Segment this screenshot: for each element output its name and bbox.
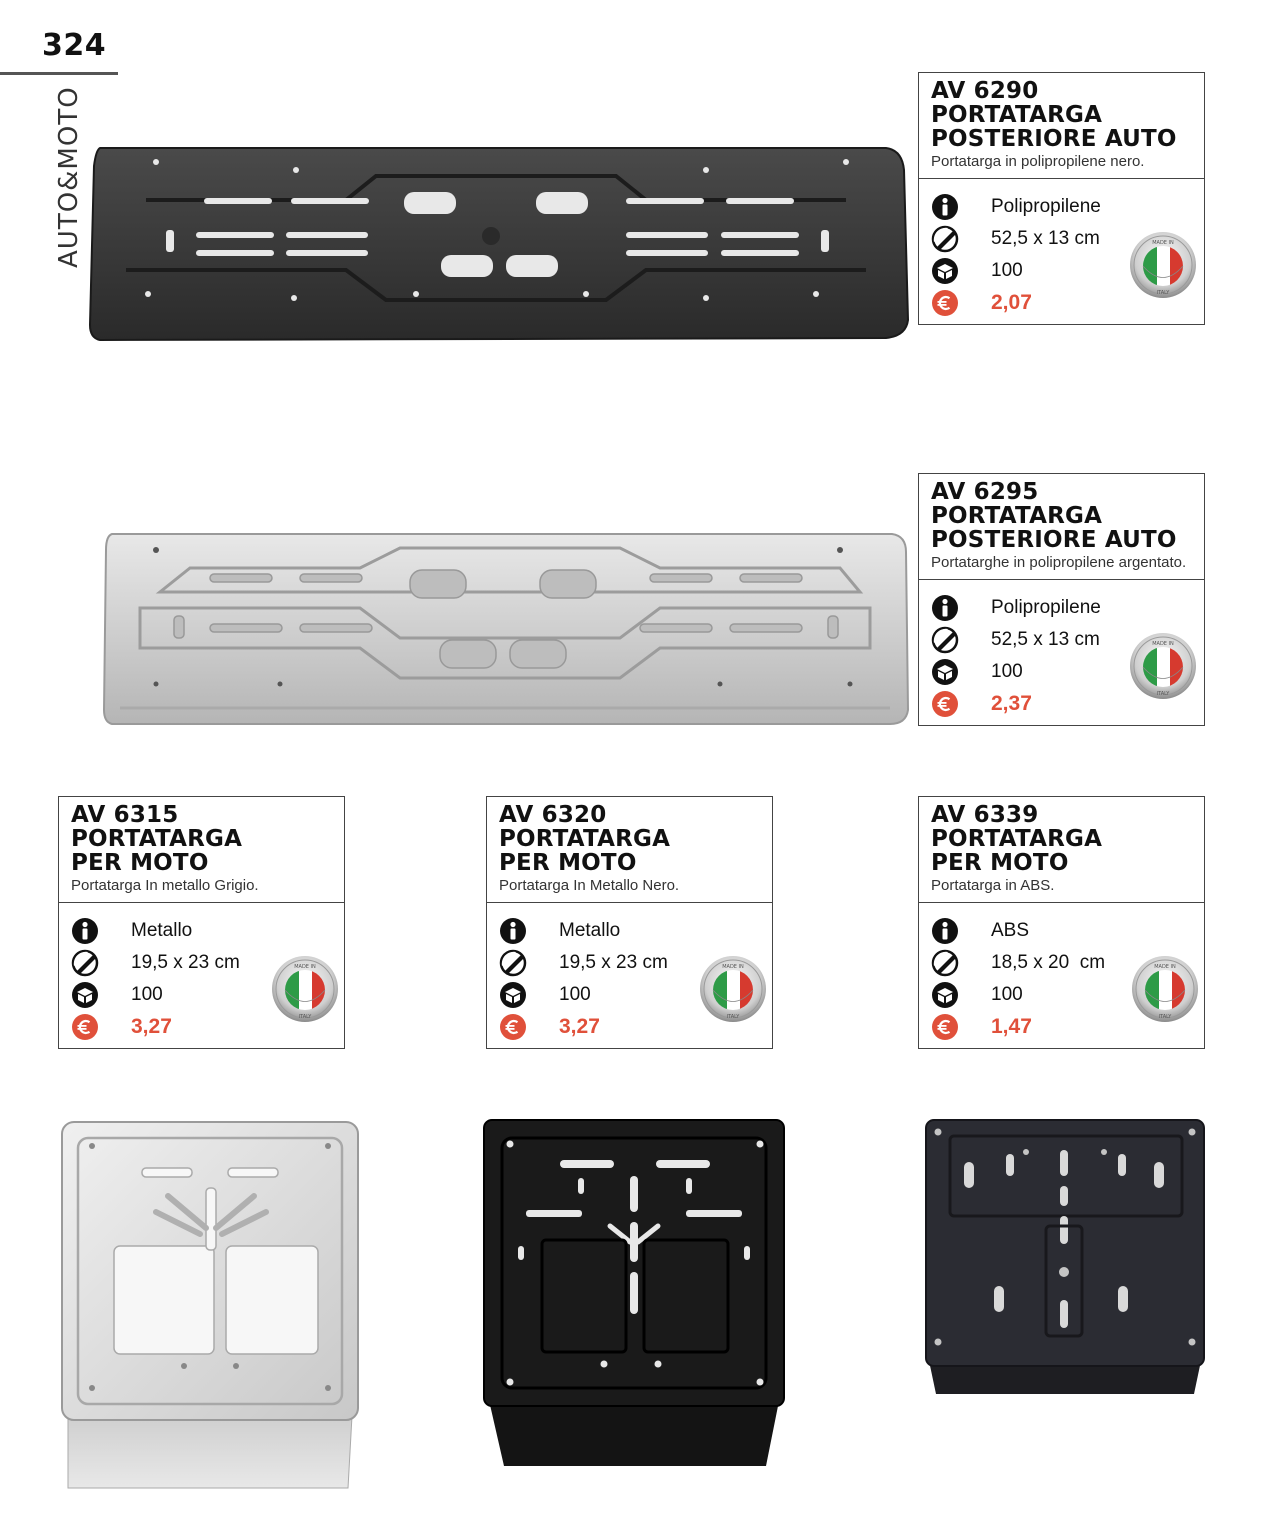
section-label: AUTO&MOTO [54, 86, 84, 268]
euro-icon [931, 1013, 959, 1041]
spec-material [931, 191, 1204, 223]
dimensions-icon [931, 225, 959, 253]
card-header [919, 73, 1204, 179]
product-code: AV 6295 [931, 479, 1039, 505]
card-header [487, 797, 772, 903]
product-image-av6290 [86, 140, 918, 350]
info-icon [931, 193, 959, 221]
product-title-line2: PER MOTO [931, 850, 1069, 876]
size-value: 52,5 x 13 cm [991, 629, 1100, 650]
page-number: 324 [42, 28, 107, 63]
spec-material [931, 592, 1204, 624]
dimensions-icon [931, 949, 959, 977]
page-number-rule [0, 72, 118, 75]
product-description: Portatarga In metallo Grigio. [71, 877, 259, 894]
price-value: 3,27 [559, 1015, 600, 1038]
product-title-line1: PORTATARGA [931, 503, 1103, 529]
product-card-av6315 [58, 796, 345, 1049]
product-title-line2: PER MOTO [499, 850, 637, 876]
pack-value: 100 [991, 984, 1023, 1005]
info-icon [71, 917, 99, 945]
made-in-italy-badge [1129, 632, 1197, 700]
euro-icon [931, 690, 959, 718]
made-in-italy-badge [699, 955, 767, 1023]
package-icon [931, 658, 959, 686]
price-value: 2,07 [991, 291, 1032, 314]
euro-icon [71, 1013, 99, 1041]
dimensions-icon [931, 626, 959, 654]
spec-list [59, 903, 344, 1043]
material-value: Metallo [131, 920, 193, 941]
product-description: Portatarga in ABS. [931, 877, 1055, 894]
product-card-av6320 [486, 796, 773, 1049]
product-image-av6295 [100, 528, 912, 738]
package-icon [71, 981, 99, 1009]
product-card-av6339 [918, 796, 1205, 1049]
pack-value: 100 [991, 260, 1023, 281]
product-description: Portatarga in polipropilene nero. [931, 153, 1145, 170]
package-icon [931, 257, 959, 285]
info-icon [931, 917, 959, 945]
card-header [919, 474, 1204, 580]
product-description: Portatarghe in polipropilene argentato. [931, 554, 1187, 571]
product-image-av6315 [56, 1116, 366, 1496]
spec-material [499, 915, 772, 947]
product-title-line1: PORTATARGA [499, 826, 671, 852]
card-header [919, 797, 1204, 903]
material-value: Metallo [559, 920, 621, 941]
size-value: 19,5 x 23 cm [131, 952, 240, 973]
made-in-italy-badge [271, 955, 339, 1023]
info-icon [931, 594, 959, 622]
product-title-line2: POSTERIORE AUTO [931, 527, 1177, 553]
spec-material [931, 915, 1204, 947]
pack-value: 100 [991, 661, 1023, 682]
material-value: ABS [991, 920, 1030, 941]
pack-value: 100 [131, 984, 163, 1005]
size-value: 18,5 x 20 cm [991, 952, 1106, 973]
price-value: 1,47 [991, 1015, 1032, 1038]
spec-list [919, 580, 1204, 720]
product-title-line1: PORTATARGA [931, 102, 1103, 128]
card-header [59, 797, 344, 903]
product-code: AV 6315 [71, 802, 179, 828]
euro-icon [499, 1013, 527, 1041]
product-title-line1: PORTATARGA [931, 826, 1103, 852]
spec-list [919, 903, 1204, 1043]
product-image-av6339 [922, 1116, 1208, 1406]
made-in-italy-badge [1131, 955, 1199, 1023]
product-card-av6295 [918, 473, 1205, 726]
product-title-line2: POSTERIORE AUTO [931, 126, 1177, 152]
product-code: AV 6290 [931, 78, 1039, 104]
size-value: 52,5 x 13 cm [991, 228, 1100, 249]
product-description: Portatarga In Metallo Nero. [499, 877, 680, 894]
price-value: 2,37 [991, 692, 1032, 715]
spec-material [71, 915, 344, 947]
made-in-italy-badge [1129, 231, 1197, 299]
dimensions-icon [499, 949, 527, 977]
product-title-line1: PORTATARGA [71, 826, 243, 852]
spec-list [487, 903, 772, 1043]
material-value: Polipropilene [991, 196, 1101, 217]
size-value: 19,5 x 23 cm [559, 952, 668, 973]
spec-list [919, 179, 1204, 319]
material-value: Polipropilene [991, 597, 1101, 618]
package-icon [499, 981, 527, 1009]
product-code: AV 6320 [499, 802, 607, 828]
package-icon [931, 981, 959, 1009]
pack-value: 100 [559, 984, 591, 1005]
product-card-av6290 [918, 72, 1205, 325]
euro-icon [931, 289, 959, 317]
product-title-line2: PER MOTO [71, 850, 209, 876]
price-value: 3,27 [131, 1015, 172, 1038]
product-image-av6320 [480, 1116, 790, 1476]
dimensions-icon [71, 949, 99, 977]
info-icon [499, 917, 527, 945]
product-code: AV 6339 [931, 802, 1039, 828]
